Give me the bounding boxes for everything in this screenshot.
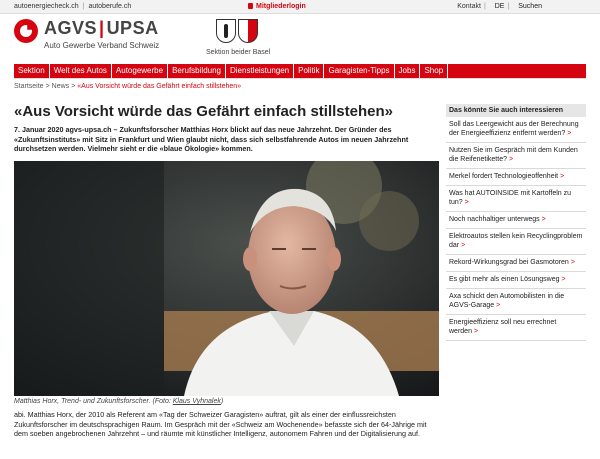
breadcrumb-arrow-icon: > <box>45 83 50 90</box>
photo-caption: Matthias Horx, Trend- und Zukunftsforscher. (Foto: Klaus Vyhnalek) <box>14 398 224 405</box>
breadcrumb-arrow-icon: > <box>71 83 76 90</box>
photo-credit-link[interactable]: Klaus Vyhnalek <box>172 398 221 405</box>
chevron-right-icon: > <box>541 216 546 223</box>
member-login-link[interactable] <box>248 3 306 10</box>
nav-politik[interactable]: Politik <box>294 64 324 78</box>
chevron-right-icon: > <box>560 173 565 180</box>
breadcrumb-news[interactable]: News <box>51 83 70 90</box>
basel-stadt-shield-icon <box>216 19 236 43</box>
nav-berufsbildung[interactable]: Berufsbildung <box>168 64 226 78</box>
chevron-right-icon: > <box>464 199 469 206</box>
sidebar-item[interactable]: Was hat AUTOINSIDE mit Kartoffeln zu tun? > <box>446 186 586 212</box>
utility-separator: | <box>483 3 486 10</box>
language-de[interactable]: DE <box>494 3 505 10</box>
nav-shop[interactable]: Shop <box>420 64 448 78</box>
chevron-right-icon: > <box>570 259 575 266</box>
basel-land-shield-icon <box>238 19 258 43</box>
site-logo[interactable] <box>14 17 271 57</box>
sidebar-item[interactable]: Nutzen Sie im Gespräch mit dem Kunden die Reifenetikette? > <box>446 143 586 169</box>
nav-jobs[interactable]: Jobs <box>395 64 421 78</box>
chevron-right-icon: > <box>496 302 501 309</box>
utility-right <box>457 3 542 10</box>
utility-separator: | <box>507 3 510 10</box>
nav-garagisten-tipps[interactable]: Garagisten-Tipps <box>324 64 394 78</box>
chevron-right-icon: > <box>508 156 514 163</box>
article-photo <box>14 161 439 396</box>
main-nav <box>14 64 586 78</box>
logo-subtitle: Auto Gewerbe Verband Schweiz <box>44 41 160 50</box>
basel-crest-icon <box>210 19 266 45</box>
utility-bar <box>0 0 600 14</box>
utility-links <box>14 3 131 10</box>
sidebar-item[interactable]: Es gibt mehr als einen Lösungsweg > <box>446 272 586 289</box>
breadcrumb <box>14 83 241 90</box>
sidebar-item[interactable]: Rekord-Wirkungsgrad bei Gasmotoren > <box>446 255 586 272</box>
section-name: Sektion beider Basel <box>206 49 271 56</box>
sidebar-item[interactable]: Noch nachhaltiger unterwegs > <box>446 212 586 229</box>
chevron-right-icon: > <box>567 130 572 137</box>
portrait-image <box>14 161 439 396</box>
link-autoenergiecheck[interactable]: autoenergiecheck.ch <box>14 3 79 10</box>
agvs-logo-icon <box>14 19 38 43</box>
link-autoberufe[interactable]: autoberufe.ch <box>88 3 132 10</box>
sidebar-item[interactable]: Elektroautos stellen kein Recyclingproblem dar > <box>446 229 586 255</box>
breadcrumb-current: «Aus Vorsicht würde das Gefährt einfach stillstehen» <box>77 83 242 90</box>
sidebar-item[interactable]: Energieeffizienz soll neu errechnet werden > <box>446 315 586 341</box>
nav-sektion[interactable]: Sektion <box>14 64 50 78</box>
sidebar-item[interactable]: Merkel fordert Technologieoffenheit > <box>446 169 586 186</box>
article-title: «Aus Vorsicht würde das Gefährt einfach stillstehen» <box>14 103 393 120</box>
link-kontakt[interactable]: Kontakt <box>457 3 481 10</box>
nav-welt-des-autos[interactable]: Welt des Autos <box>50 64 112 78</box>
search-link[interactable]: Suchen <box>518 3 542 10</box>
sidebar-item[interactable]: Soll das Leergewicht aus der Berechnung der Energieeffizienz entfernt werden? > <box>446 117 586 143</box>
chevron-right-icon: > <box>561 276 566 283</box>
article-body: abi. Matthias Horx, der 2010 als Referent am «Tag der Schweizer Garagisten» auftrat, gilt als einer der einflussreichsten Zukunftsforscher im deutschsprachigen Raum. Im Gespräch mit der «Schweiz am Wochenende» befasste sich der 64-Jährige mit dem soeben angebrochenen Jahrzehnt – und räumte mit künstlicher Intelligenz, autonomem Fahren und der Digitalisierung auf. <box>14 410 427 439</box>
related-sidebar <box>446 104 586 341</box>
nav-divider <box>14 78 586 79</box>
breadcrumb-home[interactable]: Startseite <box>14 83 44 90</box>
lock-icon <box>248 3 253 9</box>
member-login-label: Mitgliederlogin <box>256 3 306 10</box>
sidebar-item[interactable]: Axa schickt den Automobilisten in die AGVS-Garage > <box>446 289 586 315</box>
article-lead: 7. Januar 2020 agvs-upsa.ch – Zukunftsforscher Matthias Horx blickt auf das neue Jahrzehnt. Der Gründer des «Zukunftsinstituts» mit Sitz in Frankfurt und Wien glaubt nicht, dass sich selbstfahrende Autos im neuen Jahrzehnt durchsetzen werden. Vielmehr sieht er die «blaue Ökologie» kommen. <box>14 125 409 154</box>
logo-wordmark: AGVS | UPSA <box>44 18 159 38</box>
chevron-right-icon: > <box>473 328 479 335</box>
nav-dienstleistungen[interactable]: Dienstleistungen <box>226 64 294 78</box>
sidebar-heading: Das könnte Sie auch interessieren <box>446 104 586 117</box>
nav-autogewerbe[interactable]: Autogewerbe <box>112 64 168 78</box>
chevron-right-icon: > <box>461 242 466 249</box>
utility-separator: | <box>82 3 85 10</box>
